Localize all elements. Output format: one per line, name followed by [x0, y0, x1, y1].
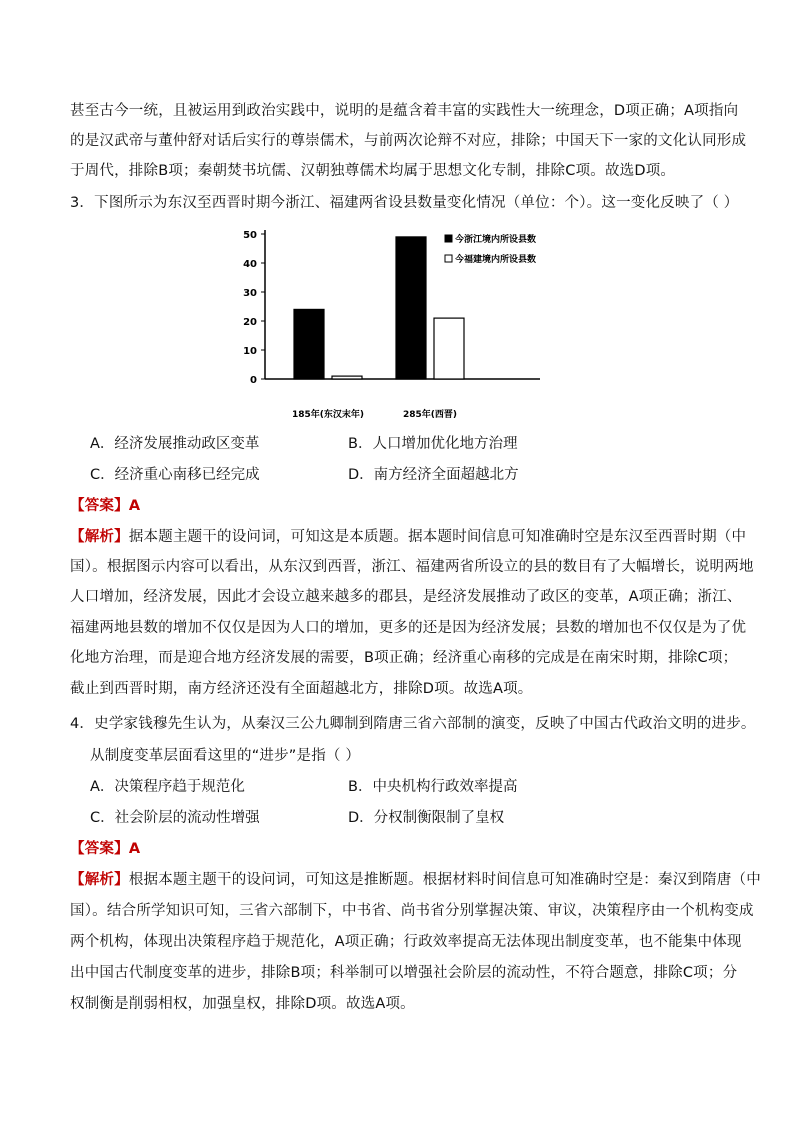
prev-analysis-line-2: 的是汉武帝与董仲舒对话后实行的尊崇儒术，与前两次论辩不对应，排除；中国天下一家的文化认同形成 — [70, 133, 747, 149]
legend-swatch — [445, 255, 452, 262]
q3-analysis-tag: 【解析】 — [70, 529, 129, 545]
q3-analysis-line-1 — [70, 527, 746, 547]
q4-option-a: A．决策程序趋于规范化 — [90, 779, 245, 795]
chart-bars — [294, 237, 464, 379]
q4-answer — [70, 839, 140, 859]
q3-option-c: C．经济重心南移已经完成 — [90, 467, 260, 483]
q4-analysis-line-4: 出中国古代制度变革的进步，排除B项；科举制可以增强社会阶层的流动性，不符合题意，排除C项；分 — [70, 965, 738, 981]
q4-option-c: C．社会阶层的流动性增强 — [90, 810, 260, 826]
q4-analysis-tag: 【解析】 — [70, 872, 129, 888]
y-tick-label: 10 — [243, 346, 257, 357]
q3-analysis-line-4: 福建两地县数的增加不仅仅是因为人口的增加，更多的还是因为经济发展；县数的增加也不仅仅是为了优 — [70, 620, 747, 636]
question-4-stem-1: 4．史学家钱穆先生认为，从秦汉三公九卿制到隋唐三省六部制的演变，反映了中国古代政治文明的进步。 — [70, 716, 756, 732]
y-tick-label: 50 — [243, 230, 257, 241]
question-4-stem-2: 从制度变革层面看这里的“进步”是指（ ） — [90, 748, 361, 764]
prev-analysis-line-3: 于周代，排除B项；秦朝焚书坑儒、汉朝独尊儒术均属于思想文化专制，排除C项。故选D项。 — [70, 163, 676, 179]
q3-answer-tag: 【答案】 — [70, 498, 129, 514]
q4-option-d: D．分权制衡限制了皇权 — [348, 810, 505, 826]
bar-fujian-0 — [332, 376, 362, 379]
legend-label: 今浙江境内所设县数 — [455, 235, 537, 245]
q4-analysis-line-2: 国）。结合所学知识可知，三省六部制下，中书省、尚书省分别掌握决策、审议，决策程序由一个机构变成 — [70, 903, 754, 919]
legend-swatch — [445, 235, 452, 242]
q4-analysis-line-1 — [70, 870, 761, 890]
question-3-stem: 3．下图所示为东汉至西晋时期今浙江、福建两省设县数量变化情况（单位：个）。这一变化反映了（ ） — [70, 195, 739, 211]
q4-option-b: B．中央机构行政效率提高 — [348, 779, 518, 795]
y-tick-label: 20 — [243, 317, 257, 328]
bar-zhejiang-0 — [294, 309, 324, 379]
y-tick-label: 30 — [243, 288, 257, 299]
y-tick-label: 0 — [250, 375, 257, 386]
q3-analysis-line-3: 人口增加，经济发展，因此才会设立越来越多的郡县，是经济发展推动了政区的变革，A项正确；浙江、 — [70, 589, 742, 605]
q3-answer-value: A — [128, 498, 141, 514]
q3-analysis-line-2: 国）。根据图示内容可以看出，从东汉到西晋，浙江、福建两省所设立的县的数目有了大幅增长，说明两地 — [70, 559, 754, 575]
bar-zhejiang-1 — [396, 237, 426, 379]
q4-analysis-line-5: 权制衡是削弱相权，加强皇权，排除D项。故选A项。 — [70, 996, 415, 1012]
q3-option-d: D．南方经济全面超越北方 — [348, 467, 519, 483]
y-tick-label: 40 — [243, 259, 257, 270]
q3-answer — [70, 496, 140, 516]
q4-answer-value: A — [128, 841, 141, 857]
q4-answer-tag: 【答案】 — [70, 841, 129, 857]
q3-option-a: A．经济发展推动政区变革 — [90, 436, 260, 452]
x-tick-label: 185年(东汉末年) — [291, 410, 365, 420]
x-tick-label: 285年(西晋) — [402, 410, 458, 420]
legend-label: 今福建境内所设县数 — [455, 255, 537, 265]
bar-chart — [240, 222, 570, 432]
q3-option-b: B．人口增加优化地方治理 — [348, 436, 518, 452]
chart-legend — [445, 233, 536, 265]
q3-analysis-line-5: 化地方治理，而是迎合地方经济发展的需要，B项正确；经济重心南移的完成是在南宋时期，排除C项； — [70, 650, 738, 666]
prev-analysis-line-1: 甚至古今一统，且被运用到政治实践中，说明的是蕴含着丰富的实践性大一统理念，D项正确；A项指向 — [70, 103, 739, 119]
q4-analysis-line-3: 两个机构，体现出决策程序趋于规范化，A项正确；行政效率提高无法体现出制度变革，也不能集中体现 — [70, 934, 742, 950]
q3-analysis-line-6: 截止到西晋时期，南方经济还没有全面超越北方，排除D项。故选A项。 — [70, 681, 533, 697]
q4-analysis-text-1: 根据本题主题干的设问词，可知这是推断题。根据材料时间信息可知准确时空是：秦汉到隋唐（中 — [128, 872, 761, 888]
q3-analysis-text-1: 据本题主题干的设问词，可知这是本质题。据本题时间信息可知准确时空是东汉至西晋时期（中 — [128, 529, 747, 545]
bar-fujian-1 — [434, 318, 464, 379]
